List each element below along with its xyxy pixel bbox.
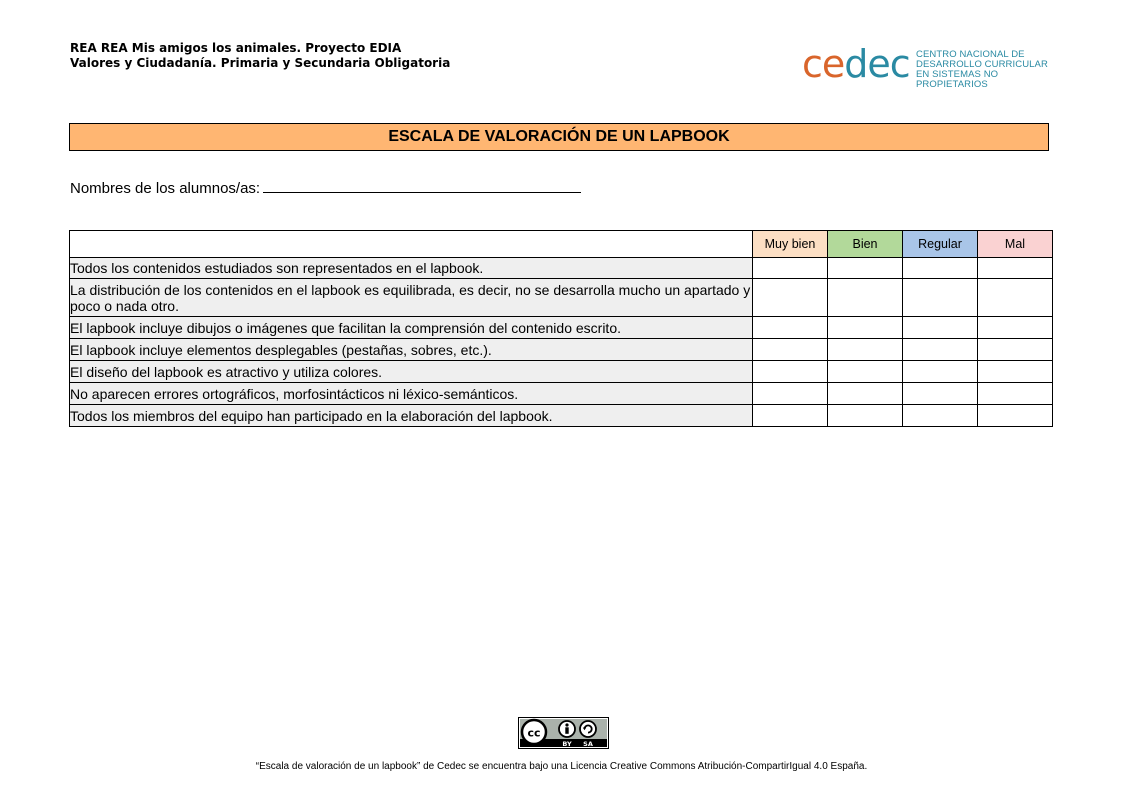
- student-names-field: [70, 178, 581, 198]
- page-title: ESCALA DE VALORACIÓN DE UN LAPBOOK: [69, 123, 1049, 151]
- rating-cell-regular[interactable]: [903, 279, 978, 317]
- table-row: [70, 279, 1053, 317]
- table-row: [70, 258, 1053, 279]
- rating-cell-regular[interactable]: [903, 258, 978, 279]
- cc-badge-label: cc: [527, 726, 541, 740]
- rating-cell-mal[interactable]: [978, 258, 1053, 279]
- rating-cell-bien[interactable]: [828, 317, 903, 339]
- rating-cell-muy-bien[interactable]: [753, 361, 828, 383]
- rating-cell-bien[interactable]: [828, 339, 903, 361]
- criterion-text: El lapbook incluye dibujos o imágenes que facilitan la comprensión del contenido escrito.: [70, 317, 753, 339]
- rubric-table: [69, 230, 1053, 427]
- rating-cell-bien[interactable]: [828, 279, 903, 317]
- rating-cell-mal[interactable]: [978, 383, 1053, 405]
- table-row: [70, 405, 1053, 427]
- rating-cell-bien[interactable]: [828, 258, 903, 279]
- rating-cell-muy-bien[interactable]: [753, 317, 828, 339]
- license-footer: “Escala de valoración de un lapbook” de Cedec se encuentra bajo una Licencia Creative Commons Atribución-CompartirIgual 4.0 España.: [255, 761, 868, 772]
- table-row: [70, 361, 1053, 383]
- cc-badge-sa: SA: [583, 740, 593, 748]
- table-row: [70, 339, 1053, 361]
- rating-cell-regular[interactable]: [903, 361, 978, 383]
- cedec-logo: [802, 42, 1052, 90]
- table-row: [70, 317, 1053, 339]
- column-header-muy-bien: Muy bien: [753, 231, 828, 258]
- criterion-text: El diseño del lapbook es atractivo y utiliza colores.: [70, 361, 753, 383]
- rating-cell-mal[interactable]: [978, 405, 1053, 427]
- creative-commons-by-sa-badge: [518, 717, 609, 749]
- criterion-text: No aparecen errores ortográficos, morfosintácticos ni léxico-semánticos.: [70, 383, 753, 405]
- rating-cell-muy-bien[interactable]: [753, 279, 828, 317]
- rating-cell-muy-bien[interactable]: [753, 258, 828, 279]
- rating-cell-regular[interactable]: [903, 383, 978, 405]
- rating-cell-bien[interactable]: [828, 383, 903, 405]
- rating-cell-bien[interactable]: [828, 361, 903, 383]
- rating-cell-muy-bien[interactable]: [753, 383, 828, 405]
- rubric-header-row: [70, 231, 1053, 258]
- cc-license-icon: [518, 717, 609, 749]
- logo-word-dec: dec: [844, 42, 910, 86]
- rating-cell-bien[interactable]: [828, 405, 903, 427]
- column-header-bien: Bien: [828, 231, 903, 258]
- criterion-text: La distribución de los contenidos en el lapbook es equilibrada, es decir, no se desarrolla mucho un apartado y poco o nada otro.: [70, 279, 753, 317]
- criterion-text: Todos los contenidos estudiados son representados en el lapbook.: [70, 258, 753, 279]
- rating-cell-mal[interactable]: [978, 339, 1053, 361]
- rating-cell-mal[interactable]: [978, 361, 1053, 383]
- column-header-mal: Mal: [978, 231, 1053, 258]
- rating-cell-regular[interactable]: [903, 405, 978, 427]
- logo-subtitle-line1: CENTRO NACIONAL DE: [916, 49, 1025, 60]
- criterion-text: El lapbook incluye elementos desplegables (pestañas, sobres, etc.).: [70, 339, 753, 361]
- criterion-text: Todos los miembros del equipo han participado en la elaboración del lapbook.: [70, 405, 753, 427]
- header-line-project: REA REA Mis amigos los animales. Proyecto EDIA: [70, 41, 402, 55]
- column-header-regular: Regular: [903, 231, 978, 258]
- cc-badge-by: BY: [562, 740, 572, 748]
- student-names-blank-line[interactable]: [263, 178, 581, 193]
- header-line-subject: Valores y Ciudadanía. Primaria y Secundaria Obligatoria: [70, 56, 451, 70]
- logo-subtitle-line2: DESARROLLO CURRICULAR: [916, 59, 1048, 70]
- rating-cell-muy-bien[interactable]: [753, 339, 828, 361]
- rubric-corner-cell: [70, 231, 753, 258]
- document-header: [70, 41, 450, 71]
- rating-cell-muy-bien[interactable]: [753, 405, 828, 427]
- rating-cell-mal[interactable]: [978, 279, 1053, 317]
- rating-cell-regular[interactable]: [903, 317, 978, 339]
- logo-subtitle-line3: EN SISTEMAS NO PROPIETARIOS: [916, 69, 999, 90]
- logo-subtitle: [916, 50, 1052, 90]
- logo-word-ce: ce: [802, 42, 845, 86]
- table-row: [70, 383, 1053, 405]
- rating-cell-regular[interactable]: [903, 339, 978, 361]
- student-names-label: Nombres de los alumnos/as:: [70, 180, 261, 197]
- rating-cell-mal[interactable]: [978, 317, 1053, 339]
